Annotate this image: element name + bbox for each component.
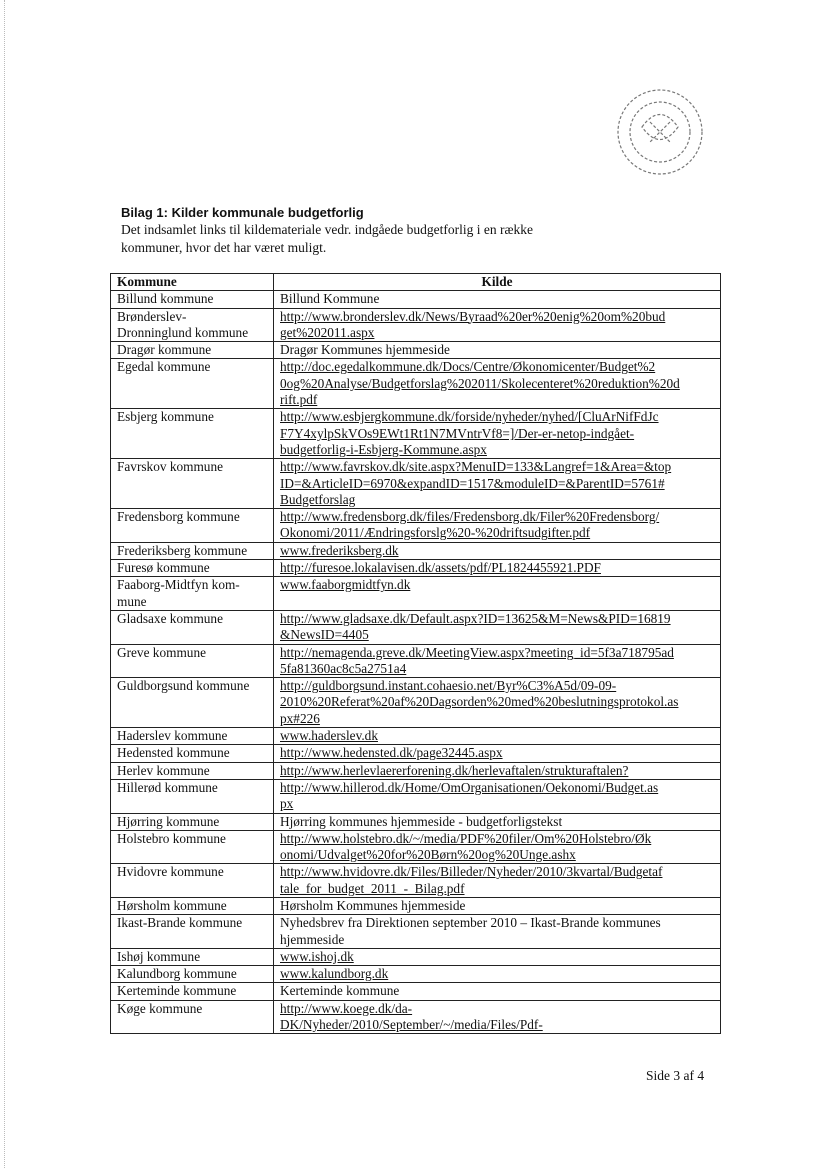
- kommune-cell: [111, 459, 274, 509]
- kilde-cell: [274, 291, 721, 308]
- kommune-cell: [111, 560, 274, 577]
- table-row: [111, 509, 721, 543]
- source-link[interactable]: http://nemagenda.greve.dk/MeetingView.aspx?meeting_id=5f3a718795ad: [280, 644, 674, 660]
- source-link[interactable]: www.faaborgmidtfyn.dk: [280, 577, 411, 593]
- source-link[interactable]: Okonomi/2011/Ændringsforslg%20-%20driftsudgifter.pdf: [280, 525, 591, 541]
- source-link[interactable]: onomi/Udvalget%20for%20Børn%20og%20Unge.ashx: [280, 847, 576, 863]
- kilde-cell: [274, 308, 721, 342]
- table-row: [111, 342, 721, 359]
- kommune-name: Fredensborg kommune: [117, 509, 240, 525]
- table-row: [111, 762, 721, 779]
- source-link[interactable]: www.haderslev.dk: [280, 728, 378, 744]
- kommune-cell: [111, 915, 274, 949]
- kommune-cell: [111, 983, 274, 1000]
- kommune-name: Billund kommune: [117, 291, 214, 307]
- kommune-cell: [111, 509, 274, 543]
- source-link[interactable]: http://www.herlevlaererforening.dk/herlevaftalen/strukturaftalen?: [280, 762, 629, 778]
- kommune-cell: [111, 577, 274, 611]
- kilde-cell: [274, 459, 721, 509]
- source-text: hjemmeside: [280, 931, 345, 947]
- source-link[interactable]: http://www.holstebro.dk/~/media/PDF%20filer/Om%20Holstebro/Øk: [280, 830, 652, 846]
- source-link[interactable]: &NewsID=4405: [280, 627, 369, 643]
- table-row: [111, 948, 721, 965]
- kommune-cell: [111, 542, 274, 559]
- kommune-name: Gladsaxe kommune: [117, 610, 223, 626]
- table-row: [111, 1000, 721, 1034]
- kommune-name: Dronninglund kommune: [117, 324, 249, 340]
- kommune-name: Herlev kommune: [117, 762, 210, 778]
- kommune-cell: [111, 409, 274, 459]
- kommune-name: Hedensted kommune: [117, 745, 230, 761]
- kommune-cell: [111, 813, 274, 830]
- source-link[interactable]: www.kalundborg.dk: [280, 966, 389, 982]
- kommune-name: Hjørring kommune: [117, 813, 220, 829]
- kilde-cell: [274, 948, 721, 965]
- page-number: Side 3 af 4: [646, 1068, 705, 1083]
- kommune-name: Furesø kommune: [117, 560, 210, 576]
- table-row: [111, 577, 721, 611]
- appendix-heading: Bilag 1: Kilder kommunale budgetforlig: [121, 205, 364, 220]
- source-link[interactable]: http://www.koege.dk/da-: [280, 1000, 413, 1016]
- kommune-cell: [111, 897, 274, 914]
- kilde-cell: [274, 644, 721, 678]
- kommune-name: Ishøj kommune: [117, 948, 201, 964]
- source-link[interactable]: http://www.gladsaxe.dk/Default.aspx?ID=13625&M=News&PID=16819: [280, 610, 671, 626]
- source-link[interactable]: http://guldborgsund.instant.cohaesio.net/Byr%C3%A5d/09-09-: [280, 678, 617, 694]
- table-row: [111, 644, 721, 678]
- column-header-kommune: Kommune: [111, 274, 274, 291]
- table-row: [111, 542, 721, 559]
- kommune-cell: [111, 291, 274, 308]
- source-link[interactable]: http://www.hedensted.dk/page32445.aspx: [280, 745, 503, 761]
- kommune-name: Esbjerg kommune: [117, 409, 214, 425]
- kilde-cell: [274, 577, 721, 611]
- kommune-cell: [111, 308, 274, 342]
- kilde-cell: [274, 728, 721, 745]
- kommune-cell: [111, 359, 274, 409]
- kilde-cell: [274, 610, 721, 644]
- source-link[interactable]: http://www.fredensborg.dk/files/Fredensborg.dk/Filer%20Fredensborg/: [280, 509, 660, 525]
- kommune-cell: [111, 966, 274, 983]
- kilde-cell: [274, 830, 721, 864]
- kommune-name: Haderslev kommune: [117, 728, 228, 744]
- table-row: [111, 308, 721, 342]
- source-link[interactable]: budgetforlig-i-Esbjerg-Kommune.aspx: [280, 441, 487, 457]
- kommune-cell: [111, 864, 274, 898]
- table-row: [111, 830, 721, 864]
- table-row: [111, 915, 721, 949]
- table-row: [111, 983, 721, 1000]
- source-link[interactable]: DK/Nyheder/2010/September/~/media/Files/Pdf-: [280, 1017, 543, 1033]
- source-link[interactable]: F7Y4xylpSkVOs9EWt1Rt1N7MVntrVf8=]/Der-er-netop-indgået-: [280, 425, 635, 441]
- kommune-name: Faaborg-Midtfyn kom-: [117, 577, 240, 593]
- table-row: [111, 966, 721, 983]
- kilde-cell: [274, 359, 721, 409]
- kommune-cell: [111, 1000, 274, 1034]
- table-row: [111, 359, 721, 409]
- kilde-cell: [274, 966, 721, 983]
- kommune-cell: [111, 779, 274, 813]
- source-link[interactable]: rift.pdf: [280, 392, 318, 408]
- table-row: [111, 779, 721, 813]
- kommune-name: Brønderslev-: [117, 308, 187, 324]
- kilde-cell: [274, 779, 721, 813]
- source-text: Billund Kommune: [280, 291, 380, 307]
- table-row: [111, 864, 721, 898]
- source-link[interactable]: get%202011.aspx: [280, 324, 375, 340]
- table-row: [111, 409, 721, 459]
- kommune-cell: [111, 948, 274, 965]
- source-link[interactable]: px#226: [280, 710, 320, 726]
- kommune-name: Greve kommune: [117, 644, 206, 660]
- kommune-name: Dragør kommune: [117, 342, 212, 358]
- source-link[interactable]: http://www.hvidovre.dk/Files/Billeder/Nyheder/2010/3kvartal/Budgetaf: [280, 864, 663, 880]
- table-row: [111, 678, 721, 728]
- source-link[interactable]: www.frederiksberg.dk: [280, 542, 399, 558]
- source-link[interactable]: http://doc.egedalkommune.dk/Docs/Centre/Økonomicenter/Budget%2: [280, 359, 656, 375]
- source-text: Hørsholm Kommunes hjemmeside: [280, 897, 466, 913]
- kilde-cell: [274, 342, 721, 359]
- table-row: [111, 728, 721, 745]
- kommune-name: Ikast-Brande kommune: [117, 915, 243, 931]
- kilde-cell: [274, 409, 721, 459]
- kilde-cell: [274, 983, 721, 1000]
- source-link[interactable]: http://www.bronderslev.dk/News/Byraad%20er%20enig%20om%20bud: [280, 308, 666, 324]
- source-text: Hjørring kommunes hjemmeside - budgetforligstekst: [280, 813, 563, 829]
- kilde-cell: [274, 813, 721, 830]
- kommune-name: Frederiksberg kommune: [117, 542, 248, 558]
- kilde-cell: [274, 745, 721, 762]
- kilde-cell: [274, 915, 721, 949]
- scan-edge: [4, 0, 6, 1168]
- kommune-name: Hørsholm kommune: [117, 897, 227, 913]
- kommune-name: Hillerød kommune: [117, 779, 218, 795]
- kommune-name: Køge kommune: [117, 1000, 203, 1016]
- kommune-name: mune: [117, 593, 147, 609]
- kommune-cell: [111, 830, 274, 864]
- source-text: Dragør Kommunes hjemmeside: [280, 342, 450, 358]
- kommune-name: Hvidovre kommune: [117, 864, 224, 880]
- kommune-cell: [111, 762, 274, 779]
- kilde-cell: [274, 678, 721, 728]
- kilde-cell: [274, 762, 721, 779]
- source-link[interactable]: 0og%20Analyse/Budgetforslag%202011/Skolecenteret%20reduktion%20d: [280, 375, 680, 391]
- source-link[interactable]: http://furesoe.lokalavisen.dk/assets/pdf/PL1824455921.PDF: [280, 560, 601, 576]
- kommune-name: Kerteminde kommune: [117, 983, 237, 999]
- kommune-cell: [111, 342, 274, 359]
- source-text: Nyhedsbrev fra Direktionen september 2010 – Ikast-Brande kommunes: [280, 915, 661, 931]
- kommune-name: Guldborgsund kommune: [117, 678, 250, 694]
- table-row: [111, 560, 721, 577]
- kilde-cell: [274, 864, 721, 898]
- source-link[interactable]: 2010%20Referat%20af%20Dagsorden%20med%20beslutningsprotokol.as: [280, 694, 679, 710]
- table-row: [111, 610, 721, 644]
- kommune-cell: [111, 728, 274, 745]
- intro-text: Det indsamlet links til kildemateriale vedr. indgåede budgetforlig i en række kommuner, hvor det har været muligt.: [121, 222, 534, 255]
- column-header-kilde: Kilde: [274, 274, 721, 291]
- source-link[interactable]: http://www.favrskov.dk/site.aspx?MenuID=133&Langref=1&Area=&top: [280, 459, 672, 475]
- kilde-cell: [274, 1000, 721, 1034]
- source-text: Kerteminde kommune: [280, 983, 400, 999]
- kommune-name: Favrskov kommune: [117, 459, 223, 475]
- sources-table: [110, 273, 721, 1034]
- kilde-cell: [274, 542, 721, 559]
- source-link[interactable]: ID=&ArticleID=6970&expandID=1517&moduleID=&ParentID=5761#: [280, 475, 665, 491]
- table-row: [111, 291, 721, 308]
- source-link[interactable]: px: [280, 796, 294, 812]
- kommune-name: Kalundborg kommune: [117, 966, 237, 982]
- source-link[interactable]: www.ishoj.dk: [280, 948, 354, 964]
- kommune-name: Egedal kommune: [117, 359, 211, 375]
- kommune-cell: [111, 745, 274, 762]
- table-header-row: [111, 274, 721, 291]
- source-link[interactable]: http://www.esbjergkommune.dk/forside/nyheder/nyhed/[CluArNifFdJc: [280, 409, 659, 425]
- kilde-cell: [274, 509, 721, 543]
- source-link[interactable]: tale_for_budget_2011_-_Bilag.pdf: [280, 880, 465, 896]
- kommune-cell: [111, 678, 274, 728]
- kilde-cell: [274, 897, 721, 914]
- kommune-cell: [111, 610, 274, 644]
- source-link[interactable]: Budgetforslag: [280, 491, 356, 507]
- kommune-cell: [111, 644, 274, 678]
- source-link[interactable]: http://www.hillerod.dk/Home/OmOrganisationen/Oekonomi/Budget.as: [280, 779, 659, 795]
- table-row: [111, 897, 721, 914]
- kommune-name: Holstebro kommune: [117, 830, 226, 846]
- kilde-cell: [274, 560, 721, 577]
- table-row: [111, 745, 721, 762]
- table-row: [111, 459, 721, 509]
- table-row: [111, 813, 721, 830]
- stamp-seal-icon: [612, 72, 708, 192]
- source-link[interactable]: 5fa81360ac8c5a2751a4: [280, 660, 407, 676]
